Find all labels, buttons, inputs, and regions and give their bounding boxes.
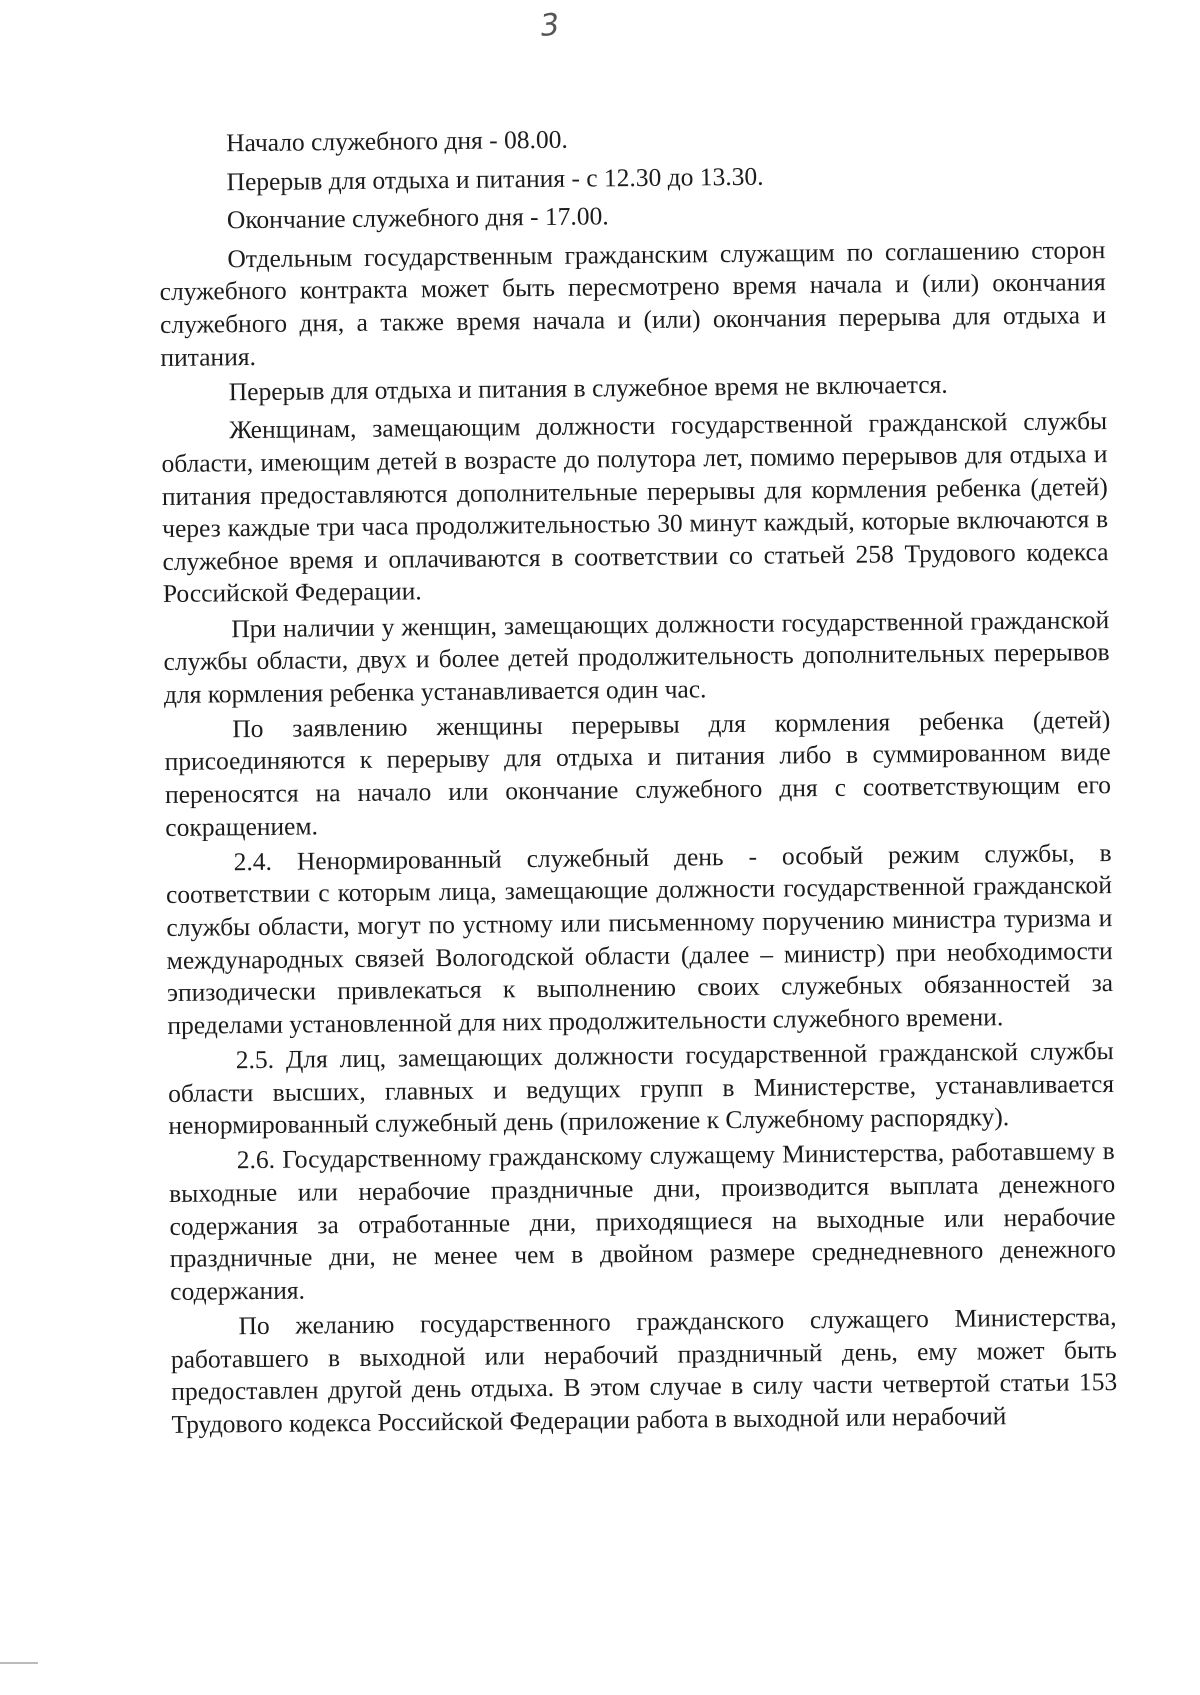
scan-edge-mark (0, 1662, 38, 1664)
paragraph-day-off: По желанию государственного гражданского служащего Министерства, работавшего в выходной или нерабочий праздничный день, ему может быть предоставлен другой день отдыха. В этом случае в силу части четвертой статьи 153 Трудового кодекса Российской Федерации работа в выходной или нерабочий (170, 1301, 1118, 1439)
page-number: 3 (538, 7, 562, 44)
paragraph-section-2-5: 2.5. Для лиц, замещающих должности государственной гражданской службы области высших, главных и ведущих групп в Министерстве, устанавливается ненормированный служебный день (приложение к Служебному распорядку). (167, 1036, 1115, 1141)
paragraph-workday-start: Начало служебного дня - 08.00. (226, 124, 568, 158)
document-body (158, 118, 1118, 1444)
paragraph-section-2-4: 2.4. Ненормированный служебный день - особый режим службы, в соответствии с которым лица, замещающие должности государственной гражданской службы области, могут по устному или письменному поручению министра туризма и международных связей Вологодской области (далее – министр) при необходимости эпизодически привлекаться к выполнению своих служебных обязанностей за пределами установленной для них продолжительности служебного времени. (165, 837, 1114, 1040)
paragraph-feeding-breaks: Женщинам, замещающим должности государственной гражданской службы области, имеющим детей в возрасте до полутора лет, помимо перерывов для отдыха и питания предоставляются дополнительные перерывы для кормления ребенка (детей) через каждые три часа продолжительностью 30 минут каждый, которые включаются в служебное время и оплачиваются в соответствии со статьей 258 Трудового кодекса Российской Федерации. (161, 406, 1109, 609)
paragraph-break-not-included: Перерыв для отдыха и питания в служебное время не включается. (228, 369, 948, 407)
paragraph-two-children: При наличии у женщин, замещающих должности государственной гражданской службы области, двух и более детей продолжительность дополнительных перерывов для кормления ребенка устанавливается один час. (163, 604, 1110, 709)
paragraph-workday-end: Окончание служебного дня - 17.00. (226, 201, 609, 235)
paragraph-schedule-revision: Отдельным государственным гражданским служащим по соглашению сторон служебного контракта может быть пересмотрено время начала и (или) окончания служебного дня, а также время начала и (или) окончания перерыва для отдыха и питания. (159, 234, 1107, 372)
paragraph-lunch-break: Перерыв для отдыха и питания - с 12.30 до 13.30. (226, 161, 764, 196)
paragraph-section-2-6: 2.6. Государственному гражданскому служащему Министерства, работавшему в выходные или нерабочие праздничные дни, производится выплата денежного содержания за отработанные дни, приходящиеся на выходные или нерабочие праздничные дни, не менее чем в двойном размере среднедневного денежного содержания. (169, 1136, 1116, 1306)
paragraph-breaks-combined: По заявлению женщины перерывы для кормления ребенка (детей) присоединяются к перерыву для отдыха и питания либо в суммированном виде переносятся на начало или окончание служебного дня с соответствующим его сокращением. (164, 704, 1112, 842)
